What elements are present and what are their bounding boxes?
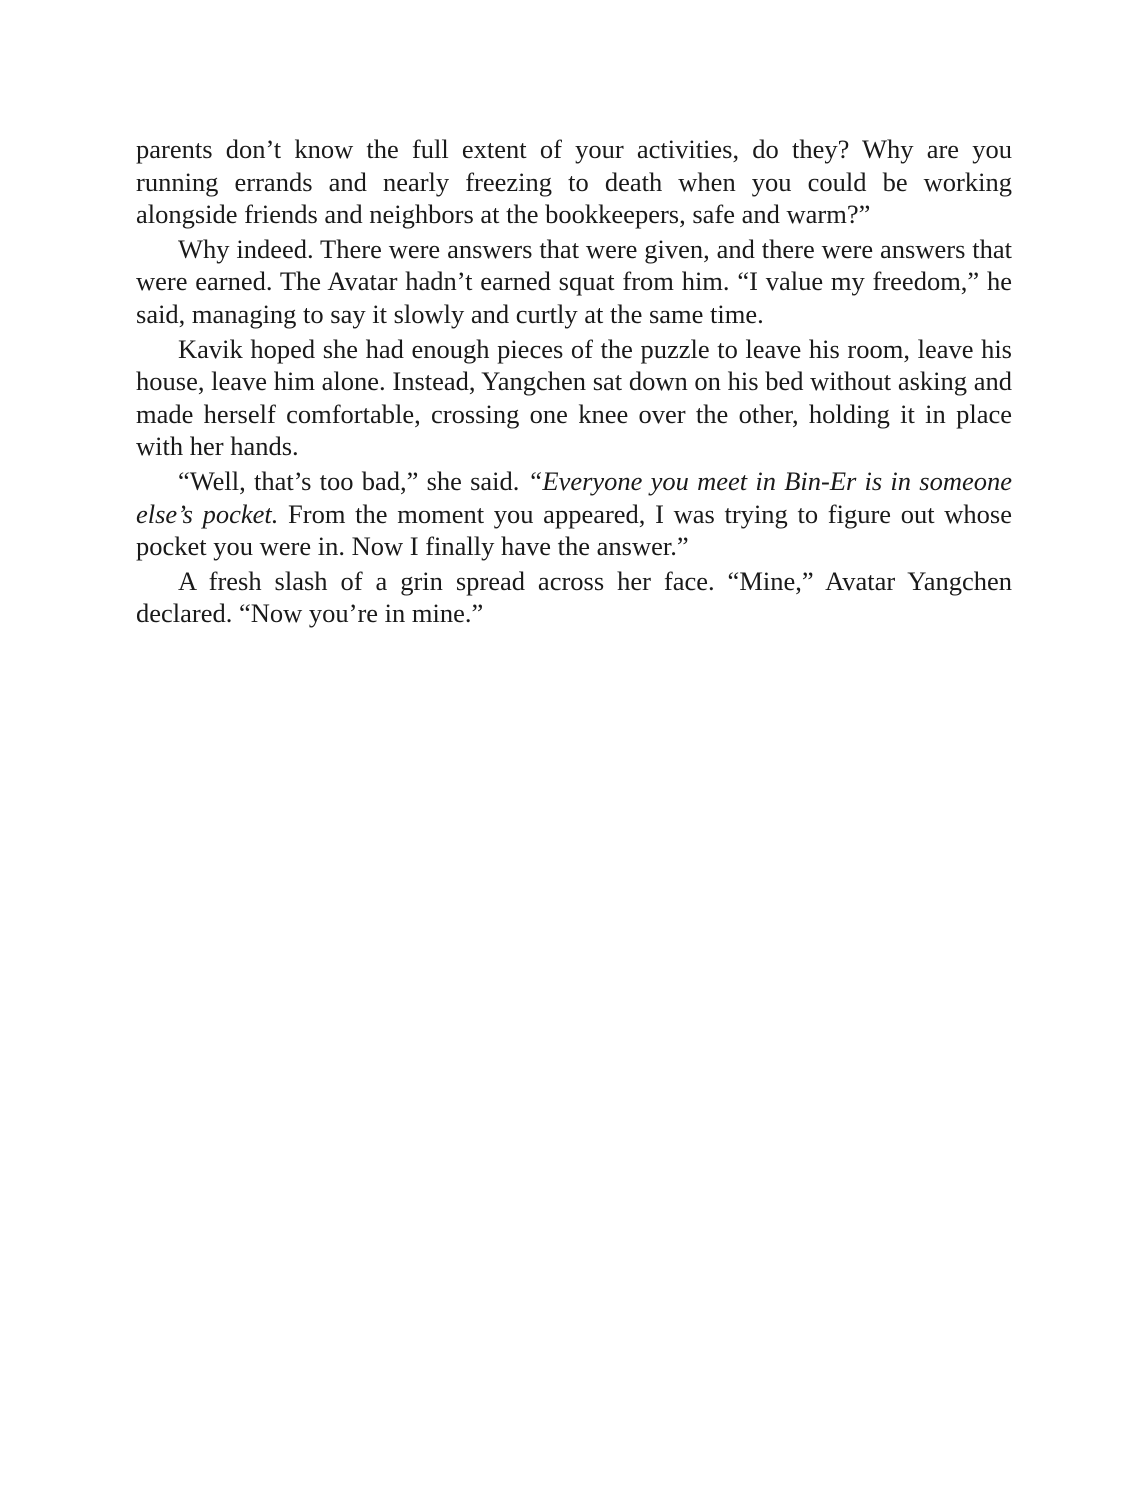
paragraph-4-lead: “Well, that’s too bad,” she said.: [178, 465, 528, 496]
paragraph-5: A fresh slash of a grin spread across her face. “Mine,” Avatar Yangchen declared. “Now you’re in mine.”: [136, 565, 1012, 629]
paragraph-2: Why indeed. There were answers that were given, and there were answers that were earned. The Avatar hadn’t earned squat from him. “I value my freedom,” he said, managing to say it slowly and curtly at the same time.: [136, 233, 1012, 329]
page-body: [136, 133, 1012, 632]
paragraph-4-italic: “Everyone you meet in Bin-Er is in someone else’s pocket.: [136, 465, 1012, 529]
paragraph-4-tail: From the moment you appeared, I was trying to figure out whose pocket you were in. Now I finally have the answer.”: [136, 498, 1012, 562]
paragraph-1: parents don’t know the full extent of your activities, do they? Why are you running errands and nearly freezing to death when you could be working alongside friends and neighbors at the bookkeepers, safe and warm?”: [136, 134, 1012, 230]
paragraph-3: Kavik hoped she had enough pieces of the puzzle to leave his room, leave his house, leave him alone. Instead, Yangchen sat down on his bed without asking and made herself comfortable, crossing one knee over the other, holding it in place with her hands.: [136, 333, 1012, 462]
paragraph-4: [136, 465, 1012, 563]
